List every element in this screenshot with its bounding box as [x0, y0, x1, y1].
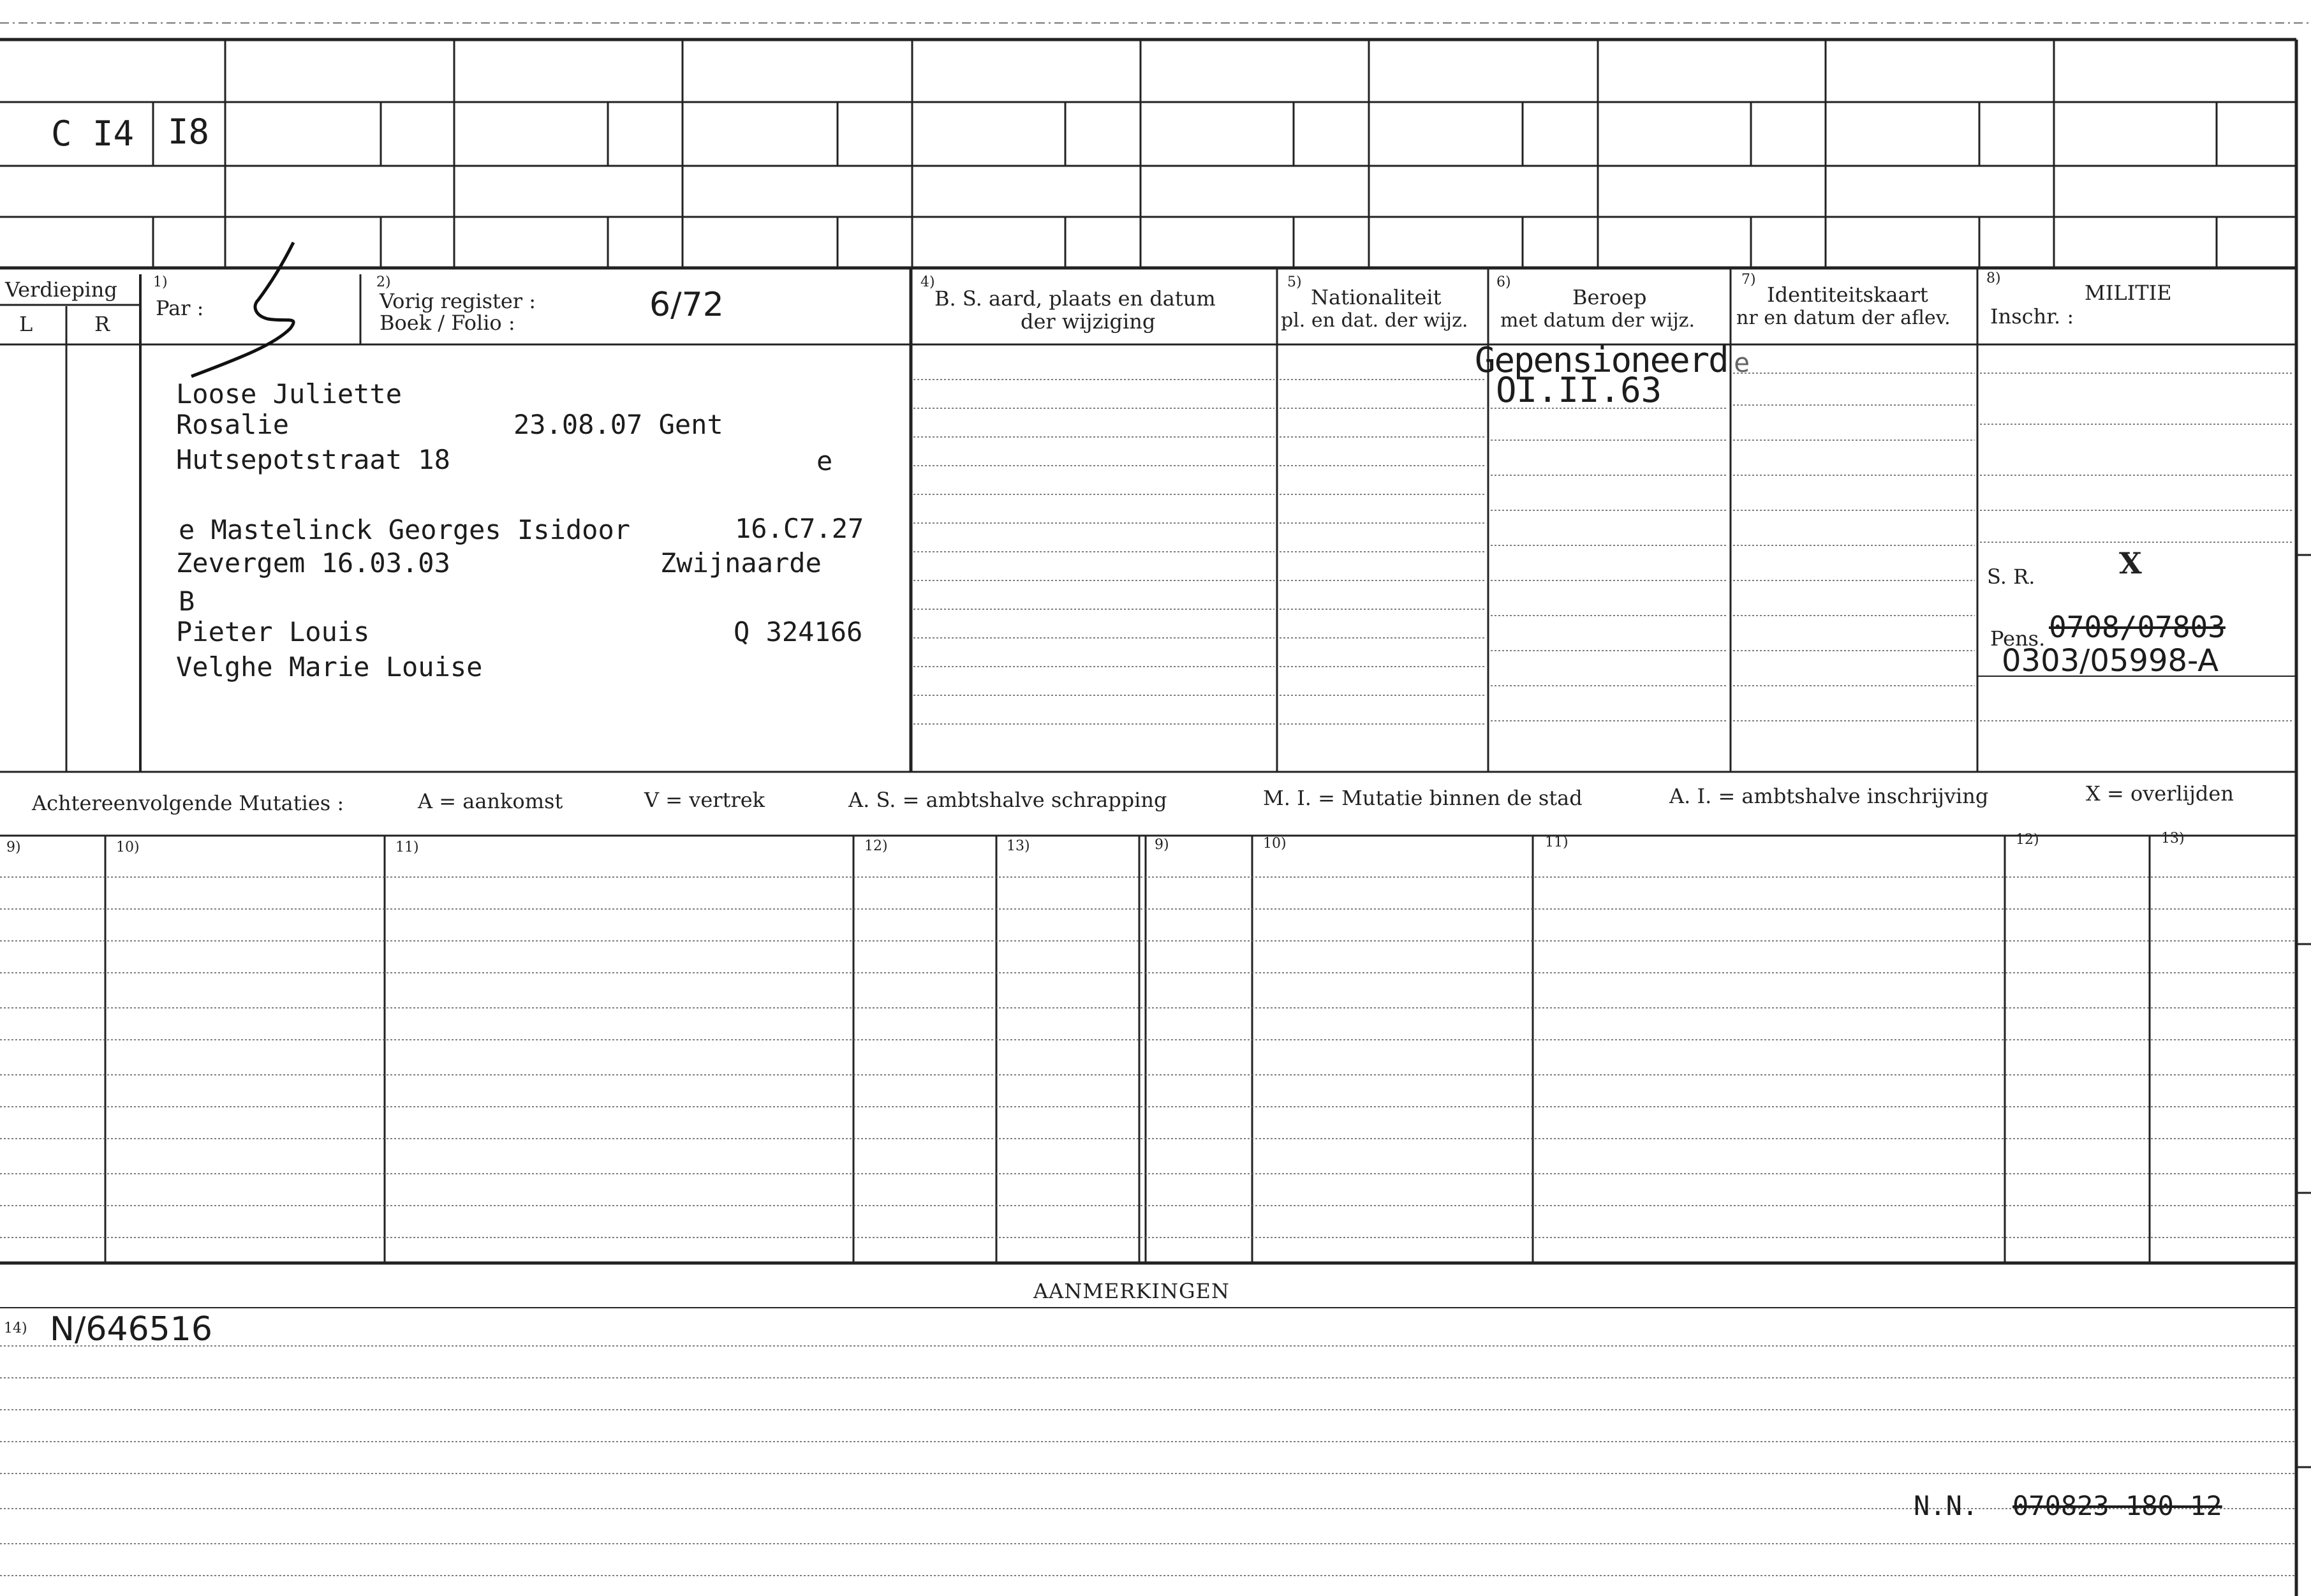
mut-col-11b: 11)	[1545, 834, 1569, 850]
header-n4: 4)	[920, 274, 935, 290]
header-beroep-line1: Beroep	[1572, 285, 1647, 309]
person-line2-name: Rosalie	[176, 409, 290, 440]
mut-col-13a: 13)	[1007, 838, 1030, 854]
header-par: Par :	[156, 296, 204, 320]
person-line4-date: 16.C7.27	[735, 513, 864, 544]
legend-ai: A. I. = ambtshalve inschrijving	[1669, 784, 1989, 808]
person-line2-birth: 23.08.07 Gent	[513, 409, 723, 440]
legend-title: Achtereenvolgende Mutaties :	[32, 791, 344, 815]
nn-value: 070823 180 12	[2012, 1490, 2222, 1521]
header-n1: 1)	[153, 274, 168, 290]
header-bs-line2: der wijziging	[1021, 309, 1156, 334]
header-inschr: Inschr. :	[1990, 304, 2074, 329]
legend-v: V = vertrek	[644, 788, 765, 812]
mut-col-11a: 11)	[395, 839, 419, 855]
person-line1: Loose Juliette	[176, 378, 402, 410]
header-beroep-line2: met datum der wijz.	[1500, 309, 1695, 332]
mut-col-13b: 13)	[2161, 831, 2185, 846]
header-nat-line1: Nationaliteit	[1311, 285, 1442, 309]
legend-mi: M. I. = Mutatie binnen de stad	[1263, 786, 1583, 810]
remarks-n14: 14)	[4, 1320, 27, 1336]
header-n8: 8)	[1986, 270, 2001, 286]
mut-col-9b: 9)	[1155, 837, 1169, 853]
header-id-line1: Identiteitskaart	[1767, 283, 1928, 307]
person-line3-mark: e	[816, 445, 833, 477]
header-bs-line1: B. S. aard, plaats en datum	[934, 286, 1216, 311]
nn-label: N.N.	[1914, 1490, 1979, 1521]
militie-pens-label: Pens.	[1990, 626, 2046, 651]
mut-col-9a: 9)	[6, 839, 21, 855]
header-n6: 6)	[1496, 274, 1511, 290]
legend-x: X = overlijden	[2086, 781, 2234, 806]
header-n2: 2)	[376, 274, 391, 290]
beroep-value: Gepensioneerd	[1475, 340, 1728, 380]
militie-sr-label: S. R.	[1987, 565, 2035, 589]
header-r: R	[94, 312, 110, 336]
header-vorig-register: Vorig register :	[380, 289, 536, 313]
person-line5-marriage-place: Zwijnaarde	[660, 547, 822, 579]
header-id-line2: nr en datum der aflev.	[1736, 307, 1951, 329]
vorig-register-value: 6/72	[649, 286, 724, 324]
militie-pens-old: 0708/07803	[2049, 610, 2226, 644]
top-ref-number: I8	[168, 112, 210, 152]
header-n5: 5)	[1287, 274, 1302, 290]
legend-as: A. S. = ambtshalve schrapping	[848, 788, 1167, 812]
beroep-date: OI.II.63	[1496, 370, 1662, 410]
person-line4-name: e Mastelinck Georges Isidoor	[179, 514, 631, 545]
militie-pens-new: 0303/05998-A	[2002, 643, 2219, 679]
paraph-signature	[191, 242, 293, 376]
mut-col-12b: 12)	[2016, 832, 2039, 848]
person-line5-place: Zevergem 16.03.03	[176, 547, 450, 579]
mut-col-12a: 12)	[864, 838, 888, 854]
header-boek-folio: Boek / Folio :	[380, 311, 515, 335]
remarks-title: AANMERKINGEN	[1033, 1279, 1230, 1303]
beroep-value-suffix: e	[1734, 347, 1750, 378]
remarks-value: N/646516	[50, 1310, 212, 1348]
header-nat-line2: pl. en dat. der wijz.	[1281, 309, 1468, 332]
mut-col-10a: 10)	[116, 839, 140, 855]
mut-col-10b: 10)	[1263, 836, 1287, 852]
militie-sr-value: X	[2119, 546, 2142, 580]
person-line3: Hutsepotstraat 18	[176, 444, 450, 475]
person-line7-code: Q 324166	[734, 616, 863, 647]
header-militie: MILITIE	[2085, 281, 2172, 305]
legend-a: A = aankomst	[418, 789, 563, 813]
header-verdieping: Verdieping	[5, 277, 117, 302]
header-l: L	[19, 312, 33, 336]
person-line6: B	[179, 586, 195, 617]
header-n7: 7)	[1741, 272, 1756, 288]
person-line8: Velghe Marie Louise	[176, 651, 483, 683]
person-line7-name: Pieter Louis	[176, 616, 370, 647]
top-ref-code: C I4	[51, 114, 135, 154]
